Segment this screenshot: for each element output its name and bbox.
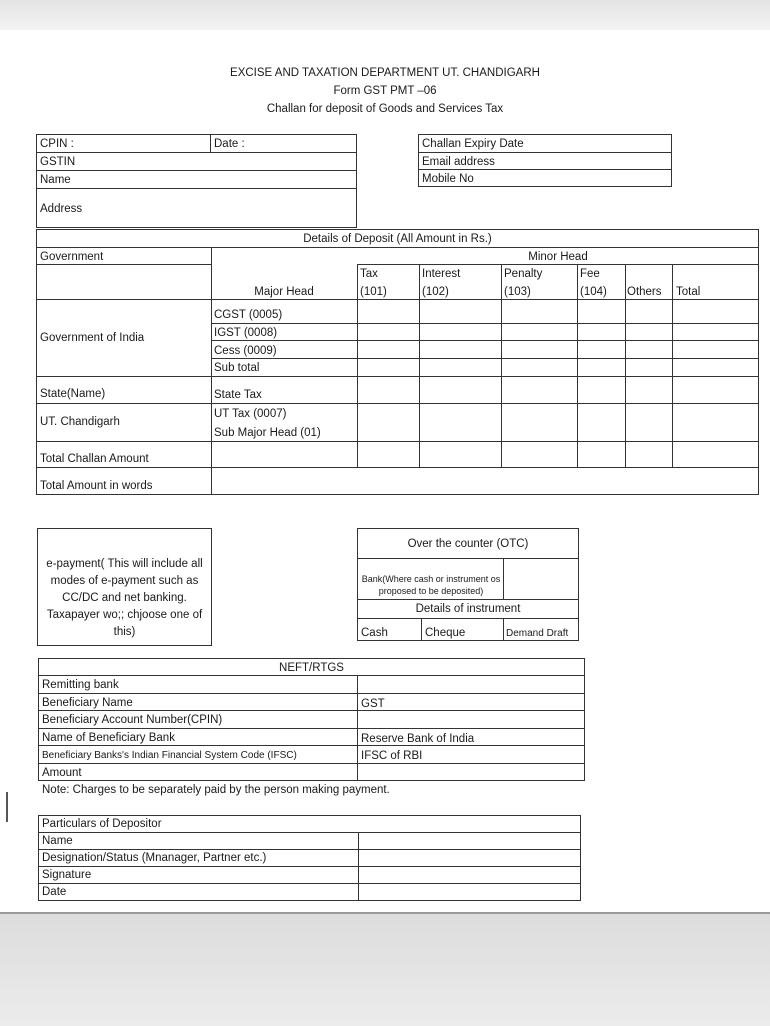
address-label: Address <box>40 203 83 215</box>
col-tax-code: (101) <box>360 286 387 298</box>
state-tax-label: State Tax <box>214 389 262 401</box>
col-interest-code: (102) <box>422 286 449 298</box>
depositor-designation-label: Designation/Status (Mnanager, Partner etc.) <box>42 852 267 864</box>
ut-tax-label: UT Tax (0007) <box>214 408 287 420</box>
form-number: Form GST PMT –06 <box>333 85 437 97</box>
form-title: Challan for deposit of Goods and Services Tax <box>266 103 504 115</box>
gstin-label: GSTIN <box>40 156 76 168</box>
state-name-label: State(Name) <box>40 388 106 400</box>
col-fee-code: (104) <box>580 286 607 298</box>
ut-label: UT. Chandigarh <box>40 416 120 428</box>
neft-title: NEFT/RTGS <box>279 662 344 674</box>
scan-top-shadow <box>0 0 770 30</box>
depositor-name-label: Name <box>42 835 73 847</box>
col-tax: Tax <box>360 268 378 280</box>
col-penalty-code: (103) <box>504 286 531 298</box>
government-header: Government <box>40 251 104 263</box>
col-fee: Fee <box>580 268 600 280</box>
major-head-header: Major Head <box>254 286 314 298</box>
epayment-text: e-payment( This will include all modes of e-payment such as CC/DC and net banking. Taxapayer wo;; chjoose one of this) <box>46 558 203 638</box>
neft-label-account-number: Beneficiary Account Number(CPIN) <box>42 714 223 726</box>
neft-label-ifsc: Beneficiary Banks's Indian Financial System Code (IFSC) <box>42 750 297 761</box>
neft-label-beneficiary-bank: Name of Beneficiary Bank <box>42 732 175 744</box>
deposit-title: Details of Deposit (All Amount in Rs.) <box>303 233 492 245</box>
col-penalty: Penalty <box>504 268 543 280</box>
neft-value-beneficiary-bank: Reserve Bank of India <box>361 733 475 745</box>
col-total: Total <box>676 286 701 298</box>
goi-label: Government of India <box>40 332 145 344</box>
total-challan-label: Total Challan Amount <box>40 453 149 465</box>
email-label: Email address <box>422 156 495 168</box>
scan-margin-mark <box>6 792 8 822</box>
challan-expiry-label: Challan Expiry Date <box>422 138 524 150</box>
depositor-date-label: Date <box>42 886 67 898</box>
sub-major-head-label: Sub Major Head (01) <box>214 427 321 439</box>
cgst-label: CGST (0005) <box>214 309 283 321</box>
cess-label: Cess (0009) <box>214 345 277 357</box>
mobile-label: Mobile No <box>422 173 474 185</box>
instrument-title: Details of instrument <box>415 603 521 615</box>
department-title: EXCISE AND TAXATION DEPARTMENT UT. CHANDIGARH <box>230 67 540 79</box>
col-interest: Interest <box>422 268 461 280</box>
demand-draft-label: Demand Draft <box>506 628 569 639</box>
neft-label-remitting-bank: Remitting bank <box>42 679 119 691</box>
taxpayer-details-box <box>36 134 357 228</box>
neft-label-beneficiary-name: Beneficiary Name <box>42 697 133 709</box>
minor-head-header: Minor Head <box>528 251 588 263</box>
otc-bank-note: Bank(Where cash or instrument os proposed to be deposited) <box>361 574 501 596</box>
cpin-label: CPIN : <box>40 138 74 150</box>
scan-bottom-shadow <box>0 912 770 1026</box>
total-words-label: Total Amount in words <box>40 480 153 492</box>
neft-label-amount: Amount <box>42 767 82 779</box>
col-others: Others <box>627 286 662 298</box>
otc-title: Over the counter (OTC) <box>407 538 529 550</box>
cash-label: Cash <box>361 627 388 639</box>
depositor-signature-label: Signature <box>42 869 92 881</box>
charges-note: Note: Charges to be separately paid by the person making payment. <box>42 784 390 796</box>
neft-value-beneficiary-name: GST <box>361 698 385 710</box>
depositor-title: Particulars of Depositor <box>42 818 162 830</box>
cheque-label: Cheque <box>425 627 466 639</box>
subtotal-label: Sub total <box>214 362 260 374</box>
neft-value-ifsc: IFSC of RBI <box>361 750 423 762</box>
name-label: Name <box>40 174 71 186</box>
igst-label: IGST (0008) <box>214 327 278 339</box>
date-label: Date : <box>214 138 245 150</box>
